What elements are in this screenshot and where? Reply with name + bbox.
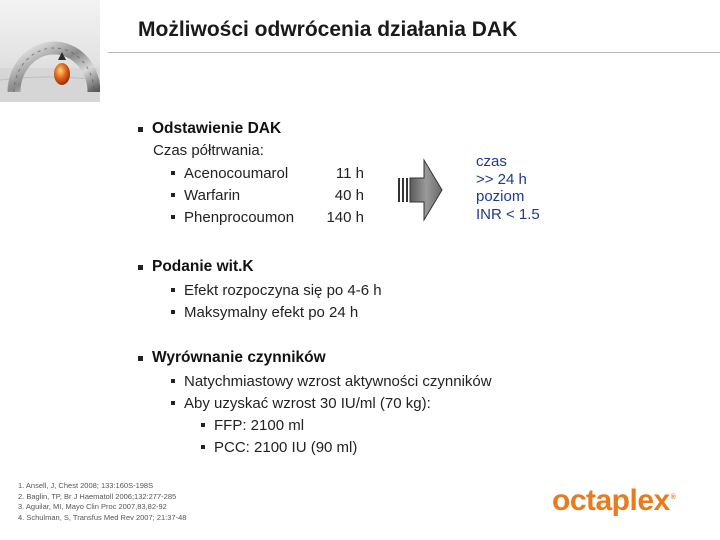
registered-mark: ® — [670, 494, 676, 501]
corner-decorative-image — [0, 0, 100, 102]
drug-half-life: 11 h — [335, 164, 364, 182]
list-item — [201, 436, 492, 458]
list-item — [171, 301, 382, 323]
slide-title: Możliwości odwrócenia działania DAK — [138, 18, 518, 41]
result-line: czas — [476, 153, 507, 170]
bullet-square-icon — [171, 379, 175, 383]
section-wyrownanie — [138, 349, 492, 458]
ring-buoy-illustration — [0, 0, 100, 102]
section-heading — [138, 349, 492, 367]
drug-half-life: 140 h — [326, 208, 364, 226]
factor-list — [171, 370, 492, 414]
list-item-text: Natychmiastowy wzrost aktywności czynników — [184, 372, 492, 390]
bullet-square-icon — [138, 127, 143, 132]
list-item — [201, 414, 492, 436]
bullet-square-icon — [138, 356, 143, 361]
dose-list — [201, 414, 492, 458]
references — [18, 481, 186, 523]
drug-list — [171, 162, 364, 228]
reference-line: 4. Schulman, S, Transfus Med Rev 2007; 21:37-48 — [18, 512, 187, 522]
bullet-square-icon — [171, 401, 175, 405]
list-item — [171, 392, 492, 414]
list-item-text: Efekt rozpoczyna się po 4-6 h — [184, 281, 382, 299]
drug-half-life: 40 h — [334, 186, 364, 204]
list-item — [171, 206, 364, 228]
drug-name: Warfarin — [184, 186, 241, 204]
arrow-right-icon — [396, 158, 444, 227]
section-odstawienie — [138, 120, 364, 228]
section-witamina-k — [138, 258, 382, 323]
reference-line: 1. Ansell, J, Chest 2008; 133:160S-198S — [18, 481, 154, 490]
section-heading — [138, 258, 382, 276]
octaplex-logo — [552, 484, 675, 518]
list-item-text: FFP: 2100 ml — [214, 416, 305, 434]
bullet-square-icon — [201, 445, 205, 449]
reference-line: 3. Aguilar, MI, Mayo Clin Proc 2007,83,82-92 — [18, 502, 167, 511]
logo-text: octaplex — [552, 484, 670, 517]
list-item — [171, 162, 364, 184]
half-life-result — [476, 153, 540, 223]
section-heading-text: Podanie wit.K — [152, 258, 254, 275]
drug-name: Acenocoumarol — [184, 164, 289, 182]
drug-name: Phenprocoumon — [184, 208, 295, 226]
bullet-square-icon — [171, 288, 175, 292]
section-heading-text: Odstawienie DAK — [152, 120, 282, 137]
bullet-square-icon — [138, 265, 143, 270]
bullet-square-icon — [171, 193, 175, 197]
list-item — [171, 184, 364, 206]
title-divider — [108, 52, 720, 53]
list-item — [171, 279, 382, 301]
result-line: >> 24 h — [476, 170, 527, 188]
result-line: INR < 1.5 — [476, 205, 540, 223]
reference-line: 2. Baglin, TP, Br J Haematoll 2006;132:277-285 — [18, 491, 177, 501]
list-item-text: Maksymalny efekt po 24 h — [184, 303, 359, 321]
vitamin-k-list — [171, 279, 382, 323]
bullet-square-icon — [171, 215, 175, 219]
list-item-text: Aby uzyskać wzrost 30 IU/ml (70 kg): — [184, 394, 431, 412]
half-life-label: Czas półtrwania: — [153, 142, 264, 159]
section-heading — [138, 120, 364, 138]
section-heading-text: Wyrównanie czynników — [152, 349, 326, 366]
bullet-square-icon — [171, 310, 175, 314]
result-line: poziom — [476, 188, 525, 205]
bullet-square-icon — [171, 171, 175, 175]
list-item-text: PCC: 2100 IU (90 ml) — [214, 438, 358, 456]
bullet-square-icon — [201, 423, 205, 427]
list-item — [171, 370, 492, 392]
